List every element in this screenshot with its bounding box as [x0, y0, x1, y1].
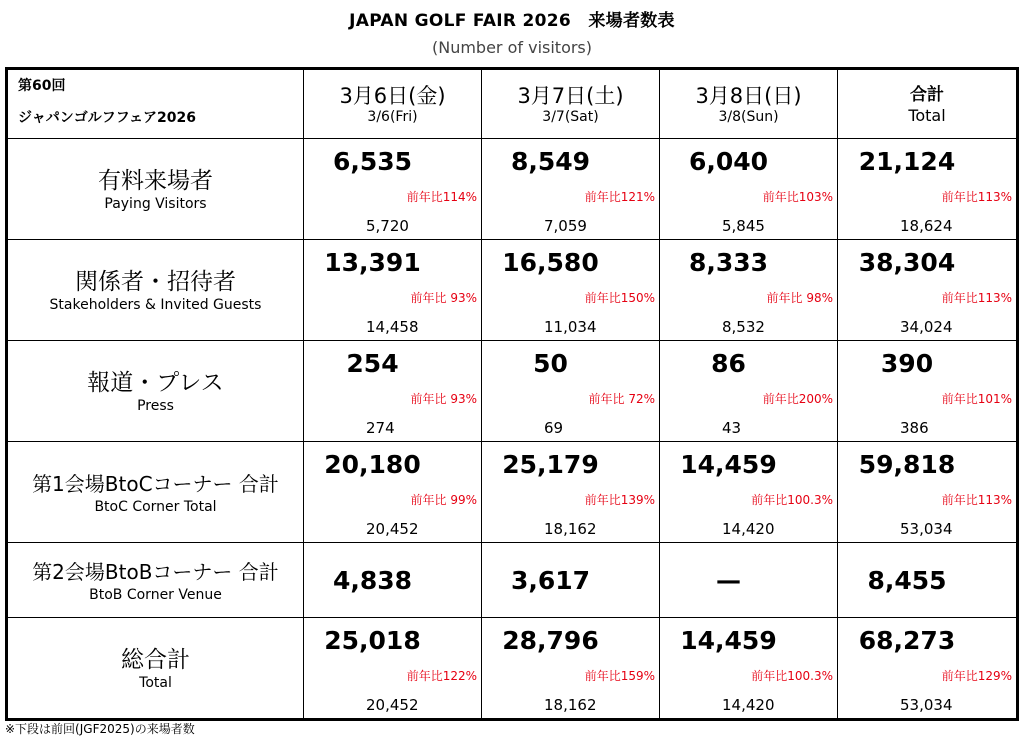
yoy-percent: 前年比139% — [584, 493, 655, 507]
previous-count: 7,059 — [544, 217, 587, 235]
header-row — [7, 69, 1018, 139]
visitor-count: 254 — [346, 349, 399, 378]
visitor-table — [5, 67, 1019, 721]
yoy-percent: 前年比114% — [406, 190, 477, 204]
previous-count: 20,452 — [366, 696, 419, 714]
previous-count: 8,532 — [722, 318, 765, 336]
event-name-label: ジャパンゴルフフェア2026 — [18, 110, 196, 126]
value-cell — [482, 240, 660, 341]
visitor-count: 6,535 — [332, 147, 413, 176]
visitor-count: — — [716, 565, 741, 595]
previous-count: 18,162 — [544, 520, 597, 538]
value-cell — [304, 341, 482, 442]
previous-count: 5,720 — [366, 217, 409, 235]
visitor-count: 28,796 — [502, 626, 599, 655]
row-label — [7, 240, 304, 341]
day-jp-label: 3月7日(土) — [517, 84, 624, 108]
row-label-jp: 関係者・招待者 — [75, 268, 236, 295]
value-cell — [304, 139, 482, 240]
total-cell — [838, 442, 1018, 543]
value-cell — [304, 543, 482, 618]
previous-count: 18,162 — [544, 696, 597, 714]
value-cell — [482, 139, 660, 240]
total-jp-label: 合計 — [910, 85, 944, 105]
visitor-count: 6,040 — [688, 147, 769, 176]
row-label-en: Total — [139, 674, 172, 691]
row-label-jp: 総合計 — [121, 646, 190, 673]
previous-count: 386 — [900, 419, 929, 437]
value-cell — [304, 618, 482, 720]
previous-count: 5,845 — [722, 217, 765, 235]
visitor-count: 38,304 — [858, 248, 956, 277]
visitor-count: 25,018 — [324, 626, 421, 655]
previous-count: 11,034 — [544, 318, 597, 336]
visitor-count: 13,391 — [324, 248, 421, 277]
total-cell — [838, 240, 1018, 341]
row-label-jp: 有料来場者 — [98, 167, 213, 194]
previous-count: 274 — [366, 419, 395, 437]
previous-count: 53,034 — [900, 520, 953, 538]
edition-label: 第60回 — [18, 78, 66, 94]
yoy-percent: 前年比 99% — [410, 493, 477, 507]
row-label — [7, 341, 304, 442]
row-label-jp: 報道・プレス — [87, 369, 224, 396]
yoy-percent: 前年比113% — [941, 493, 1012, 507]
visitor-count: 14,459 — [680, 626, 777, 655]
yoy-percent: 前年比100.3% — [751, 669, 833, 683]
previous-count: 20,452 — [366, 520, 419, 538]
total-cell — [838, 139, 1018, 240]
value-cell — [482, 618, 660, 720]
yoy-percent: 前年比 93% — [410, 392, 477, 406]
visitor-count: 8,455 — [867, 565, 947, 595]
visitor-count: 14,459 — [680, 450, 777, 479]
previous-count: 34,024 — [900, 318, 953, 336]
visitor-count: 50 — [533, 349, 568, 378]
previous-count: 14,458 — [366, 318, 419, 336]
total-cell — [838, 543, 1018, 618]
row-label-jp: 第2会場BtoBコーナー 合計 — [32, 559, 279, 584]
header-day-3 — [660, 69, 838, 139]
value-cell — [304, 240, 482, 341]
visitor-count: 16,580 — [502, 248, 599, 277]
value-cell — [660, 341, 838, 442]
row-label — [7, 139, 304, 240]
visitor-count: 8,333 — [688, 248, 769, 277]
header-day-1 — [304, 69, 482, 139]
table-row — [7, 618, 1018, 720]
table-row — [7, 543, 1018, 618]
row-label-en: Press — [137, 397, 174, 414]
table-row — [7, 240, 1018, 341]
yoy-percent: 前年比103% — [762, 190, 833, 204]
value-cell — [660, 543, 838, 618]
yoy-percent: 前年比150% — [584, 291, 655, 305]
value-cell — [660, 442, 838, 543]
table-row — [7, 442, 1018, 543]
visitor-count: 20,180 — [324, 450, 421, 479]
yoy-percent: 前年比 93% — [410, 291, 477, 305]
previous-count: 14,420 — [722, 520, 775, 538]
table-title: JAPAN GOLF FAIR 2026 来場者数表 — [349, 11, 675, 31]
total-en-label: Total — [908, 106, 946, 125]
visitor-count: 68,273 — [858, 626, 956, 655]
day-en-label: 3/6(Fri) — [367, 109, 418, 125]
row-label — [7, 618, 304, 720]
visitor-count: 25,179 — [502, 450, 599, 479]
previous-count: 53,034 — [900, 696, 953, 714]
visitor-count: 3,617 — [510, 565, 591, 595]
header-total — [838, 69, 1018, 139]
yoy-percent: 前年比101% — [941, 392, 1012, 406]
visitor-count: 59,818 — [858, 450, 956, 479]
yoy-percent: 前年比122% — [406, 669, 477, 683]
previous-count: 14,420 — [722, 696, 775, 714]
header-day-2 — [482, 69, 660, 139]
header-corner — [7, 69, 304, 139]
yoy-percent: 前年比129% — [941, 669, 1012, 683]
row-label — [7, 543, 304, 618]
row-label-en: BtoC Corner Total — [94, 498, 217, 515]
yoy-percent: 前年比 72% — [588, 392, 655, 406]
table-row — [7, 341, 1018, 442]
value-cell — [660, 618, 838, 720]
day-en-label: 3/8(Sun) — [718, 109, 779, 125]
yoy-percent: 前年比159% — [584, 669, 655, 683]
table-row — [7, 139, 1018, 240]
yoy-percent: 前年比113% — [941, 190, 1012, 204]
previous-count: 18,624 — [900, 217, 953, 235]
yoy-percent: 前年比113% — [941, 291, 1012, 305]
visitor-count: 390 — [880, 349, 934, 378]
yoy-percent: 前年比100.3% — [751, 493, 833, 507]
visitor-count: 4,838 — [332, 565, 413, 595]
total-cell — [838, 618, 1018, 720]
previous-count: 69 — [544, 419, 564, 437]
value-cell — [482, 341, 660, 442]
day-jp-label: 3月8日(日) — [695, 84, 802, 108]
yoy-percent: 前年比 98% — [766, 291, 833, 305]
yoy-percent: 前年比121% — [584, 190, 655, 204]
value-cell — [482, 543, 660, 618]
row-label-en: BtoB Corner Venue — [89, 586, 222, 603]
row-label — [7, 442, 304, 543]
value-cell — [660, 240, 838, 341]
day-jp-label: 3月6日(金) — [339, 84, 446, 108]
table-subtitle: (Number of visitors) — [431, 38, 593, 57]
previous-count: 43 — [722, 419, 742, 437]
visitor-count: 8,549 — [510, 147, 591, 176]
yoy-percent: 前年比200% — [762, 392, 833, 406]
row-label-en: Paying Visitors — [104, 195, 207, 212]
footnote: ※下段は前回(JGF2025)の来場者数 — [5, 722, 195, 736]
total-cell — [838, 341, 1018, 442]
value-cell — [660, 139, 838, 240]
day-en-label: 3/7(Sat) — [542, 109, 599, 125]
visitor-count: 86 — [711, 349, 746, 378]
value-cell — [482, 442, 660, 543]
visitor-count: 21,124 — [858, 147, 956, 176]
value-cell — [304, 442, 482, 543]
row-label-en: Stakeholders & Invited Guests — [49, 296, 262, 313]
row-label-jp: 第1会場BtoCコーナー 合計 — [32, 471, 279, 496]
